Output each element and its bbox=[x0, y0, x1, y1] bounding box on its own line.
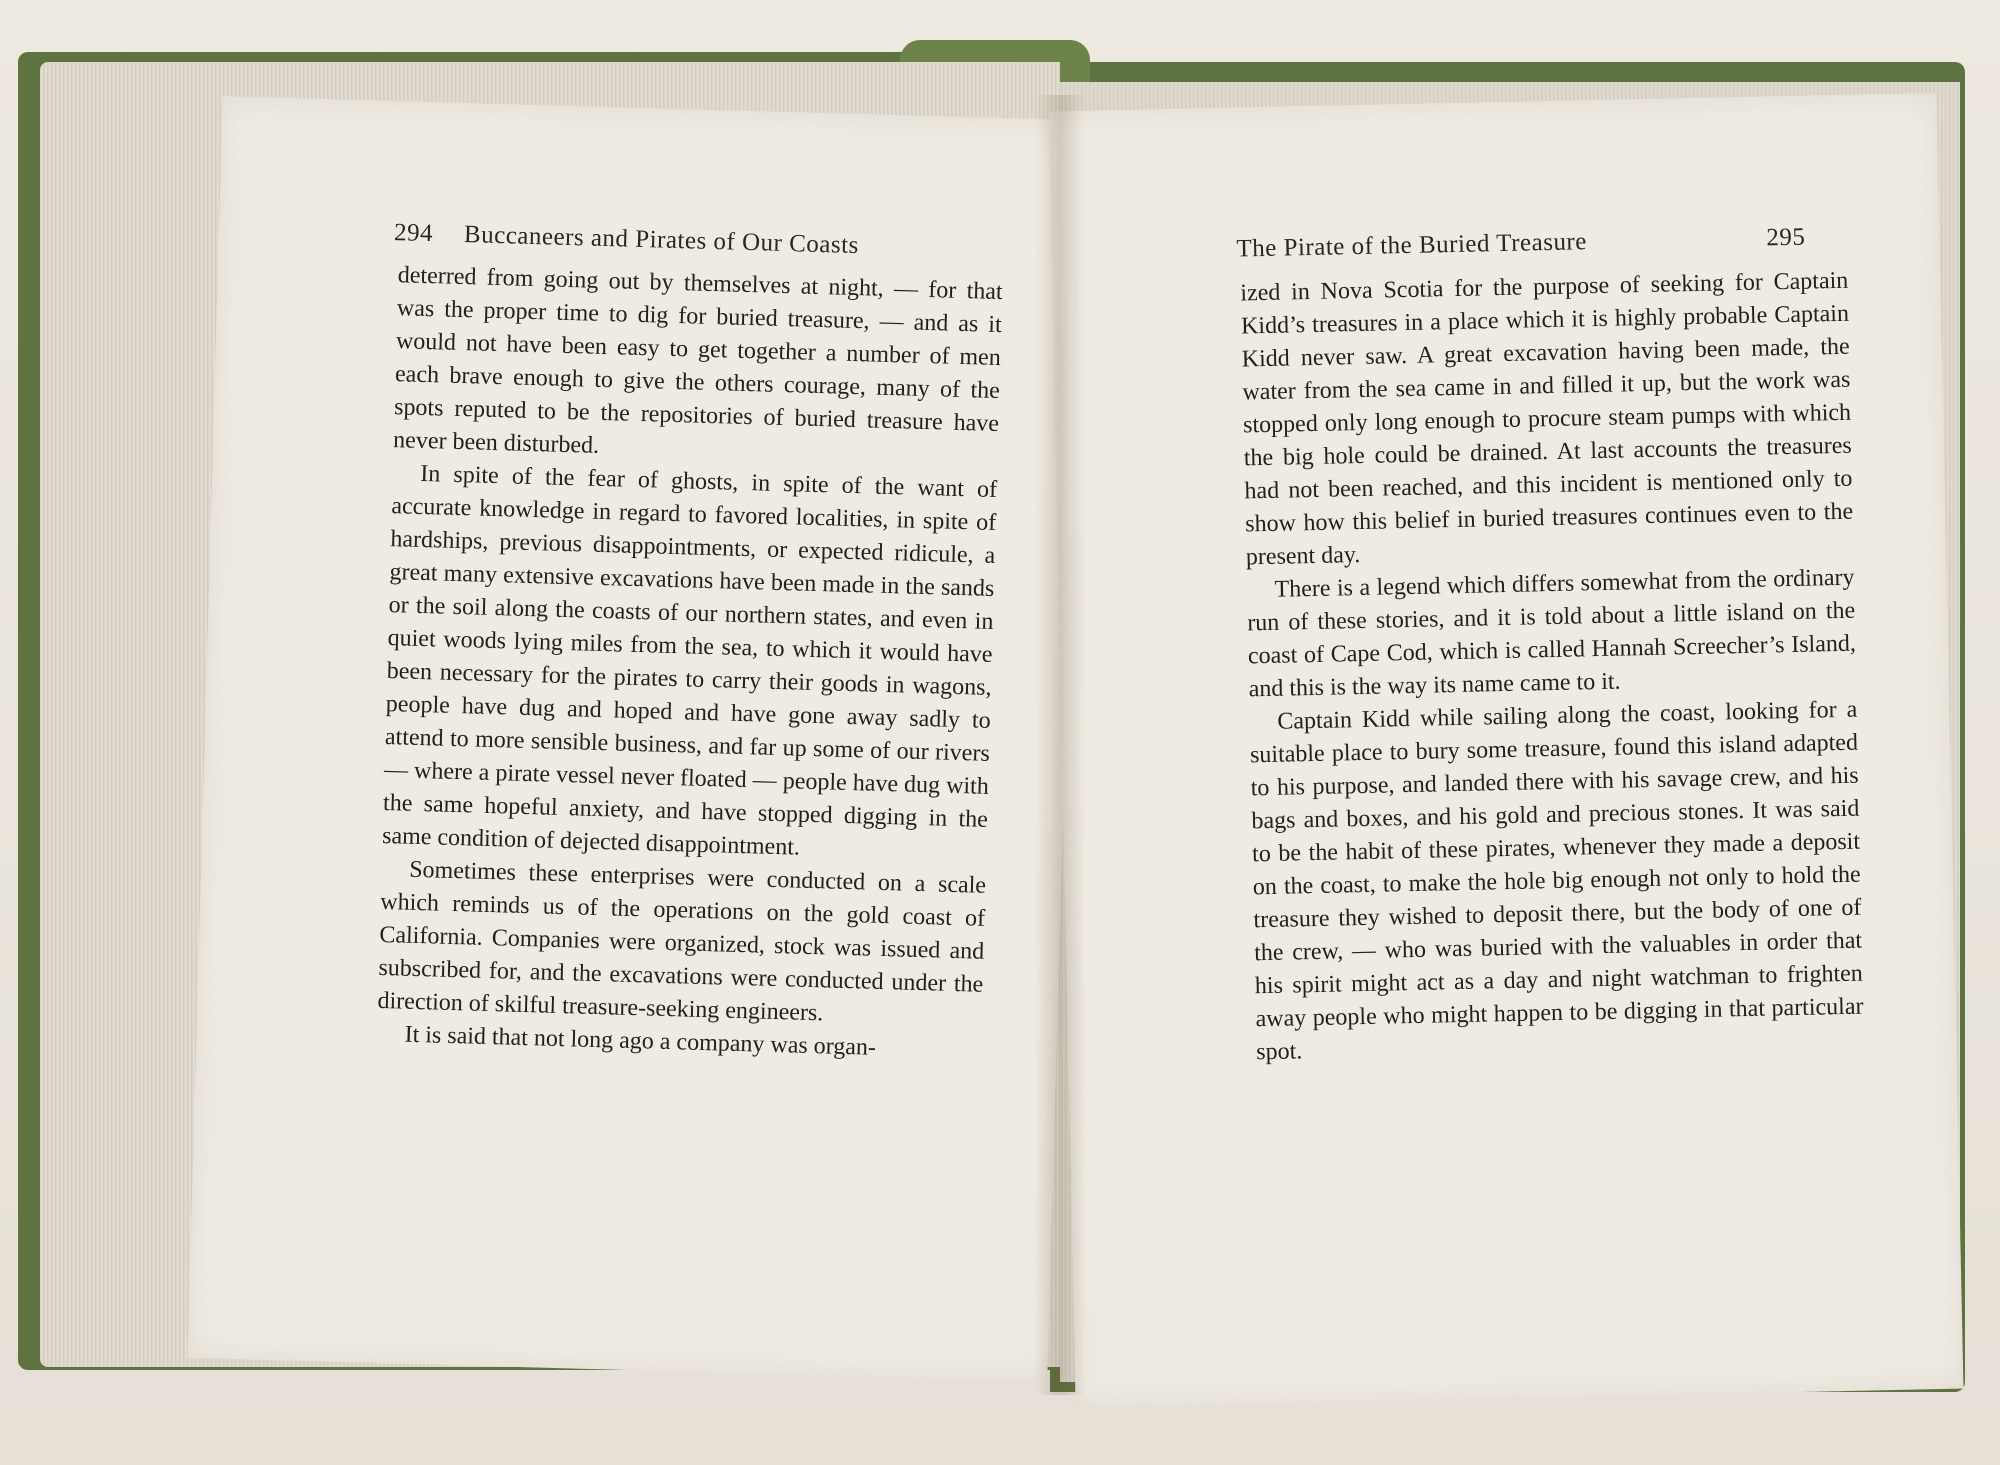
left-page-body bbox=[376, 259, 1003, 1068]
right-running-head: The Pirate of the Buried Treasure bbox=[1236, 228, 1588, 263]
left-page-number: 294 bbox=[393, 219, 434, 248]
left-paragraph-3: Sometimes these enterprises were conducted on a scale which reminds us of the operations on the gold coast of California. Companies were organized, stock was issued and subscribed for, and the excavations were conducted under the direction of skilful treasure-seeking engineers. bbox=[377, 856, 987, 1027]
right-paragraph-3: Captain Kidd while sailing along the coast, looking for a suitable place to bury some treasure, found this island adapted to his purpose, and landed there with his savage crew, and his bags and boxes, and his gold and precious stones. It was said to be the habit of these pirates, whenever they made a deposit on the coast, to make the hole big enough not only to hold the treasure they wished to deposit there, but the body of one of the crew, — who was buried with the valuables in order that his spirit might act as a day and night watchman to frighten away people who might happen to be digging in that particular spot. bbox=[1249, 696, 1864, 1066]
left-running-head: Buccaneers and Pirates of Our Coasts bbox=[463, 221, 860, 260]
right-page bbox=[1049, 93, 1964, 1407]
right-page-number: 295 bbox=[1766, 223, 1806, 252]
right-paragraph-2: There is a legend which differs somewhat from the ordinary run of these stories, and it is told about a little island on the coast of Cape Cod, which is called Hannah Screecher’s Island, and this is the way its name came to it. bbox=[1247, 564, 1857, 703]
left-paragraph-2: In spite of the fear of ghosts, in spite of the want of accurate knowledge in regard to favored localities, in spite of hardships, previous disappointments, or expected ridicule, a great many extensive excavations have been made in the sands or the soil along the coasts of our northern states, and even in quiet woods lying miles from the sea, to which it would have been necessary for the pirates to carry their goods in wagons, people have dug and hoped and have gone away sadly to attend to more sensible business, and far up some of our rivers — where a pirate vessel never floated — people have dug with the same hopeful anxiety, and have stopped digging in the same condition of dejected disappointment. bbox=[381, 460, 998, 861]
right-paragraph-1: ized in Nova Scotia for the purpose of seeking for Captain Kidd’s treasures in a place which it is highly probable Captain Kidd never saw. A great excavation having been made, the water from the sea came in and filled it up, but the work was stopped only long enough to procure steam pumps with which the big hole could be drained. At last accounts the treasures had not been reached, and this incident is mentioned only to show how this belief in buried treasures continues even to the present day. bbox=[1240, 267, 1854, 571]
left-paragraph-1: deterred from going out by themselves at night, — for that was the proper time to dig for buried treasure, — and as it would not have been easy to get together a number of men each brave enough to give the others courage, many of the spots reputed to be the repositories of buried treasure have never been disturbed. bbox=[392, 262, 1003, 459]
left-page bbox=[188, 96, 1083, 1382]
book-gutter-shadow bbox=[1035, 95, 1085, 1395]
left-paragraph-4: It is said that not long ago a company was organ- bbox=[404, 1021, 877, 1061]
right-page-body bbox=[1240, 265, 1864, 1070]
